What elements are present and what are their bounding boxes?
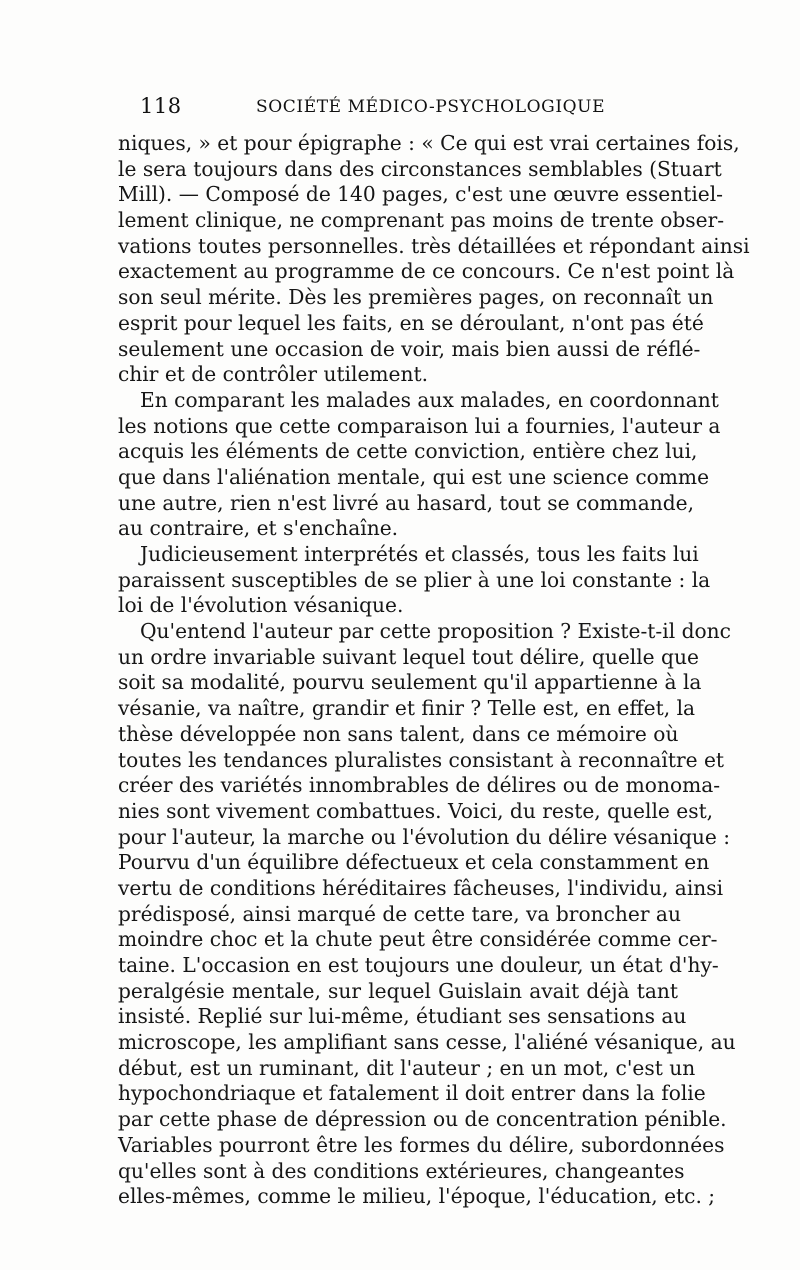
text-line: que dans l'aliénation mentale, qui est une science comme bbox=[118, 464, 710, 489]
text-line: loi de l'évolution vésanique. bbox=[118, 593, 404, 618]
paragraph bbox=[118, 131, 750, 388]
paragraph bbox=[118, 619, 736, 1210]
text-line: le sera toujours dans des circonstances semblables (Stuart bbox=[118, 156, 722, 181]
text-line: chir et de contrôler utilement. bbox=[118, 362, 429, 387]
text-line: lement clinique, ne comprenant pas moins de trente obser- bbox=[118, 208, 725, 233]
text-line: vations toutes personnelles. très détaillées et répondant ainsi bbox=[118, 233, 750, 258]
text-line: nies sont vivement combattues. Voici, du reste, quelle est, bbox=[118, 798, 714, 823]
body-text bbox=[118, 131, 750, 1210]
page-header bbox=[138, 90, 678, 124]
text-line: moindre choc et la chute peut être considérée comme cer- bbox=[118, 927, 718, 952]
text-line: par cette phase de dépression ou de concentration pénible. bbox=[118, 1107, 727, 1132]
text-line: vertu de conditions héréditaires fâcheuses, l'individu, ainsi bbox=[118, 875, 724, 900]
text-line: Qu'entend l'auteur par cette proposition ? Existe-t-il donc bbox=[140, 619, 731, 644]
text-line: un ordre invariable suivant lequel tout délire, quelle que bbox=[118, 644, 699, 669]
text-line: Pourvu d'un équilibre défectueux et cela constamment en bbox=[118, 850, 710, 875]
text-line: créer des variétés innombrables de délires ou de monoma- bbox=[118, 773, 721, 798]
text-line: esprit pour lequel les faits, en se déroulant, n'ont pas été bbox=[118, 310, 704, 335]
running-title: SOCIÉTÉ MÉDICO-PSYCHOLOGIQUE bbox=[256, 97, 606, 117]
text-line: exactement au programme de ce concours. Ce n'est point là bbox=[118, 259, 735, 284]
text-line: hypochondriaque et fatalement il doit entrer dans la folie bbox=[118, 1081, 706, 1106]
text-line: une autre, rien n'est livré au hasard, tout se commande, bbox=[118, 490, 695, 515]
text-line: Variables pourront être les formes du délire, subordonnées bbox=[118, 1132, 725, 1157]
text-line: soit sa modalité, pourvu seulement qu'il appartienne à la bbox=[118, 670, 702, 695]
text-line: elles-mêmes, comme le milieu, l'époque, l'éducation, etc. ; bbox=[118, 1184, 716, 1209]
text-line: pour l'auteur, la marche ou l'évolution du délire vésanique : bbox=[118, 824, 731, 849]
text-line: Judicieusement interprétés et classés, tous les faits lui bbox=[140, 542, 699, 566]
text-line: toutes les tendances pluralistes consistant à reconnaître et bbox=[118, 747, 725, 772]
text-line: vésanie, va naître, grandir et finir ? Telle est, en effet, la bbox=[118, 696, 696, 721]
text-line: au contraire, et s'enchaîne. bbox=[118, 516, 399, 541]
text-line: son seul mérite. Dès les premières pages, on reconnaît un bbox=[118, 285, 714, 310]
paragraph bbox=[118, 542, 711, 619]
text-line: prédisposé, ainsi marqué de cette tare, va broncher au bbox=[118, 901, 681, 926]
text-line: Mill). — Composé de 140 pages, c'est une œuvre essentiel- bbox=[118, 182, 724, 207]
text-line: seulement une occasion de voir, mais bien aussi de réflé- bbox=[118, 336, 701, 361]
text-line: peralgésie mentale, sur lequel Guislain avait déjà tant bbox=[118, 978, 678, 1003]
text-line: taine. L'occasion en est toujours une douleur, un état d'hy- bbox=[118, 953, 719, 977]
text-line: qu'elles sont à des conditions extérieures, changeantes bbox=[118, 1158, 685, 1183]
text-line: niques, » et pour épigraphe : « Ce qui est vrai certaines fois, bbox=[118, 131, 740, 155]
text-line: début, est un ruminant, dit l'auteur ; en un mot, c'est un bbox=[118, 1055, 696, 1080]
text-line: acquis les éléments de cette conviction, entière chez lui, bbox=[118, 439, 698, 464]
text-line: insisté. Replié sur lui-même, étudiant ses sensations au bbox=[118, 1004, 687, 1029]
text-line: microscope, les amplifiant sans cesse, l'aliéné vésanique, au bbox=[118, 1030, 736, 1055]
page-number: 118 bbox=[140, 94, 182, 118]
text-line: les notions que cette comparaison lui a fournies, l'auteur a bbox=[118, 413, 721, 438]
text-line: paraissent susceptibles de se plier à une loi constante : la bbox=[118, 567, 711, 592]
text-line: En comparant les malades aux malades, en coordonnant bbox=[140, 387, 719, 412]
paragraph bbox=[118, 387, 721, 542]
text-line: thèse développée non sans talent, dans ce mémoire où bbox=[118, 721, 679, 746]
